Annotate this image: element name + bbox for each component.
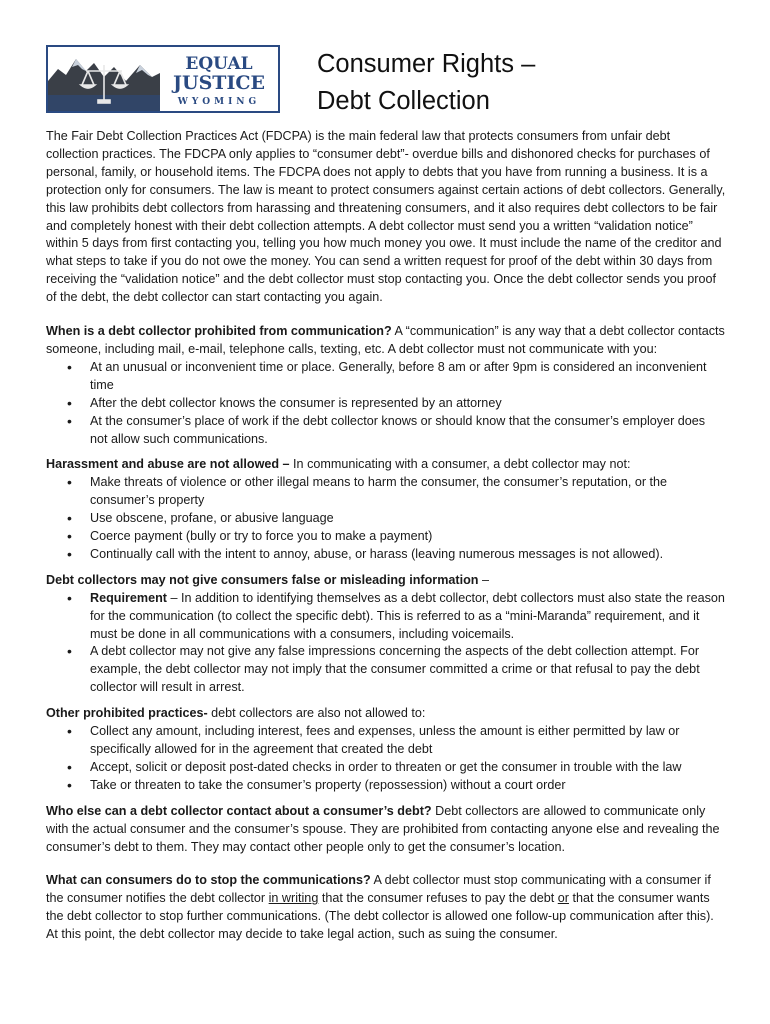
title-line-1: Consumer Rights – [317, 50, 536, 78]
bullet-list [46, 474, 726, 564]
section-heading: When is a debt collector prohibited from communication? [46, 324, 392, 339]
section-text: In communicating with a consumer, a debt collector may not: [289, 457, 631, 472]
section-text: A debt collector must stop communicating with a consumer if the consumer notifies the debt collector [46, 873, 711, 906]
requirement-label: Requirement [90, 590, 167, 605]
section-text: Debt collectors are allowed to communicate only with the actual consumer and the consumer’s spouse. They are prohibited from contacting anyone else and revealing the consumer’s debt to them. They may contact other people only to get the consumer’s location. [46, 803, 720, 854]
section-text: that the consumer refuses to pay the debt [318, 891, 558, 906]
intro-paragraph: The Fair Debt Collection Practices Act (FDCPA) is the main federal law that protects consumers from unfair debt collection practices. The FDCPA only applies to “consumer debt”- overdue bills and dishonored checks for purchases of personal, family, or household items. The FDCPA does not apply to debts that you have from running a business. It is a protection only for consumers. The law is meant to protect consumers against certain actions of debt collectors. Generally, this law prohibits debt collectors from harassing and threatening consumers, and it also requires debt collectors to be fair and completely honest with their debt collection attempts. A debt collector must send you a written “validation notice” within 5 days from first contacting you, telling you how much money you owe. It must include the name of the creditor and what steps to take if you do not owe the money. You can send a written request for proof of the debt within 30 days from receiving the “validation notice” and the debt collector must stop contacting you. Once the debt collector sends you proof of the debt, the debt collector can start contacting you again. [46, 129, 726, 305]
bullet-list [46, 359, 726, 449]
section-heading: Other prohibited practices- [46, 706, 208, 721]
underlined-text: or [557, 891, 569, 906]
section-text: that the consumer wants the debt collector to stop further communications. (The debt collector is allowed one follow-up communication after this). At this point, the debt collector may decide to take legal action, such as suing the consumer. [46, 891, 714, 942]
section-heading: What can consumers do to stop the communications? [46, 873, 371, 888]
logo-line-justice: JUSTICE [173, 72, 265, 94]
list-item: • A debt collector may not give any false impressions concerning the aspects of the debt collection attempt. For example, the debt collector may not imply that the consumer committed a crime or that refusal to pay the debt collector will result in arrest. [90, 643, 726, 697]
section-text: A “communication” is any way that a debt collector contacts someone, including mail, e-mail, telephone calls, texting, etc. A debt collector must not communicate with you: [46, 324, 725, 356]
section-heading: Harassment and abuse are not allowed – [46, 457, 290, 472]
list-item: • Collect any amount, including interest, fees and expenses, unless the amount is either permitted by law or specifically allowed for in the agreement that created the debt [90, 723, 726, 759]
bullet-list [46, 590, 726, 697]
logo-graphic [48, 47, 278, 111]
list-item [90, 590, 726, 644]
title-line-2: Debt Collection [317, 87, 490, 115]
list-item: • After the debt collector knows the consumer is represented by an attorney [90, 395, 726, 413]
list-item: • Use obscene, profane, or abusive language [90, 510, 726, 528]
equal-justice-wyoming-logo [46, 45, 280, 113]
section-misleading [46, 572, 726, 697]
section-stop [46, 872, 726, 944]
section-heading: Who else can a debt collector contact about a consumer’s debt? [46, 803, 432, 818]
list-item: • Take or threaten to take the consumer’s property (repossession) without a court order [90, 777, 726, 795]
document-body [46, 128, 726, 944]
section-heading: Debt collectors may not give consumers false or misleading information [46, 572, 479, 587]
section-communication [46, 323, 726, 448]
section-text: – [478, 572, 490, 587]
page-title [317, 46, 535, 120]
logo-line-wyoming: WYOMING [177, 97, 261, 107]
list-item: • Coerce payment (bully or try to force you to make a payment) [90, 528, 726, 546]
list-item: • Continually call with the intent to annoy, abuse, or harass (leaving numerous messages is not allowed). [90, 546, 726, 564]
bullet-list [46, 723, 726, 795]
underlined-text: in writing [268, 891, 319, 906]
list-item: • Accept, solicit or deposit post-dated checks in order to threaten or get the consumer in trouble with the law [90, 759, 726, 777]
list-item: • At the consumer’s place of work if the debt collector knows or should know that the consumer’s employer does not allow such communications. [90, 413, 726, 449]
list-item: • At an unusual or inconvenient time or place. Generally, before 8 am or after 9pm is considered an inconvenient time [90, 359, 726, 395]
section-harassment [46, 456, 726, 563]
section-other [46, 705, 726, 795]
section-text: debt collectors are also not allowed to: [207, 706, 426, 721]
logo-line-equal: EQUAL [185, 54, 253, 74]
section-contact [46, 803, 726, 857]
list-item: • Make threats of violence or other illegal means to harm the consumer, the consumer’s reputation, or the consumer’s property [90, 474, 726, 510]
requirement-text: – In addition to identifying themselves as a debt collector, debt collectors must also state the reason for the communication (to collect the specific debt). This is referred to as a “mini-Maranda” requirement, and it must be done in all communications with a consumers, including voicemails. [90, 590, 725, 641]
